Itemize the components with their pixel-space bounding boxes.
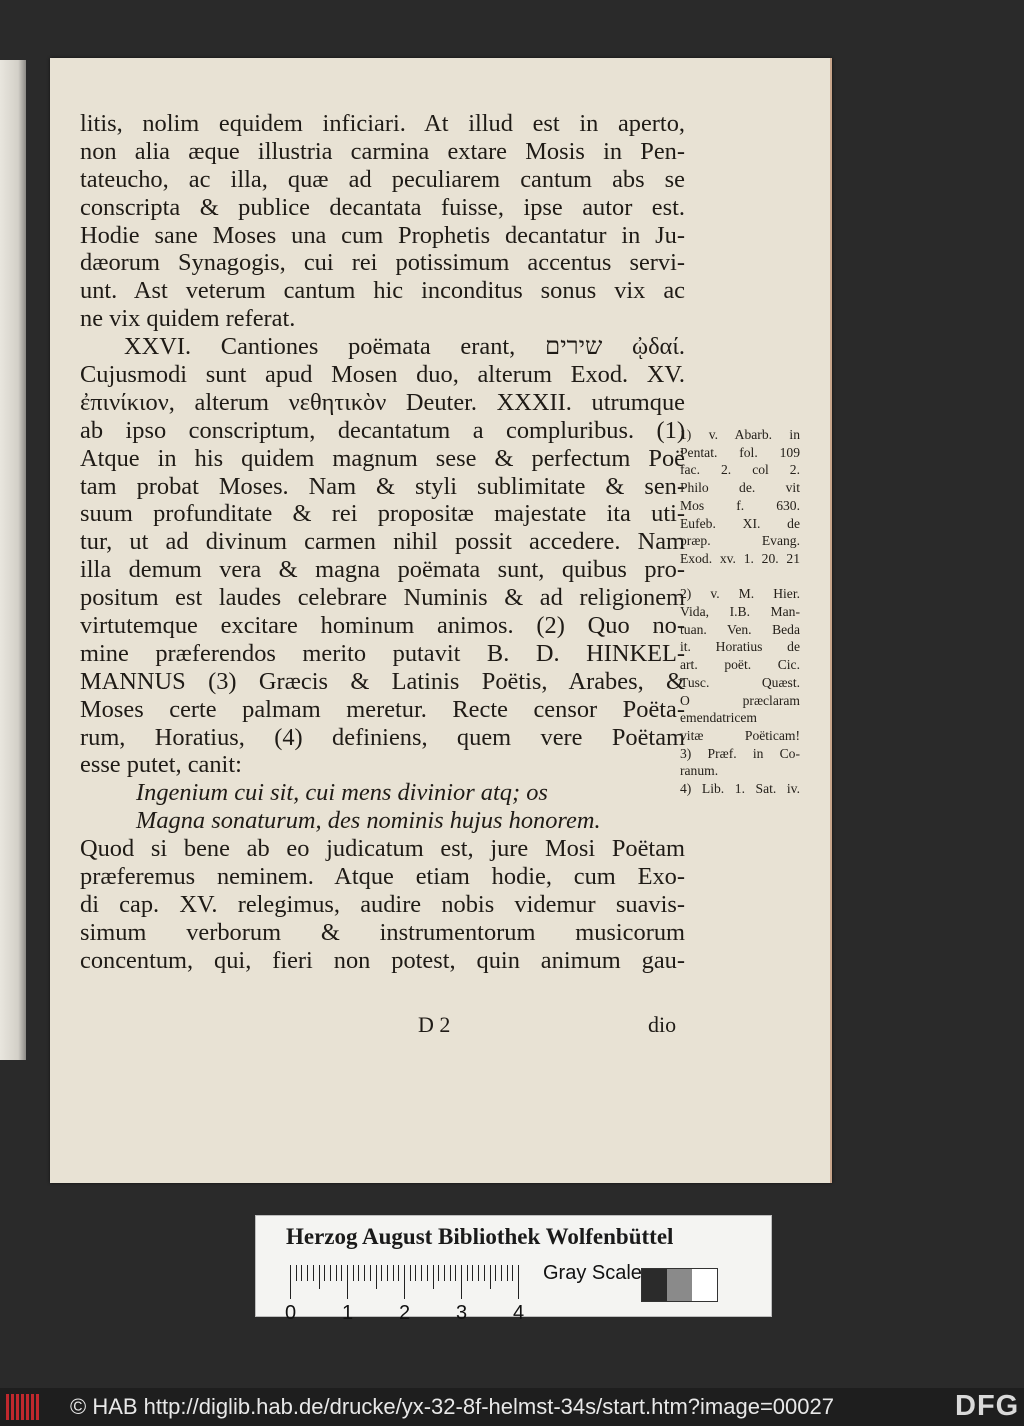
margin-notes (680, 426, 800, 798)
ruler-tick (301, 1265, 302, 1281)
text-line: positum est laudes celebrare Numinis & ad religionem (80, 584, 685, 612)
margin-note-line: ranum. (680, 763, 719, 779)
ruler-tick (381, 1265, 382, 1281)
main-text-block (80, 110, 685, 975)
gray-swatch-dark (642, 1269, 667, 1301)
previous-page-edge (0, 60, 26, 1060)
ruler-number: 4 (513, 1302, 525, 1324)
text-line: unt. Ast veterum cantum hic inconditus sonus vix ac (80, 277, 685, 305)
text-line: non alia æque illustria carmina extare Mosis in Pen- (80, 137, 685, 165)
ruler-tick (353, 1265, 354, 1281)
signature-mark: D 2 (418, 1012, 451, 1037)
ruler-tick (313, 1265, 314, 1281)
ruler-tick (404, 1265, 405, 1299)
text-line: ab ipso conscriptum, decantatum a compluribus. (1) (80, 416, 685, 444)
text-line: virtutemque excitare hominum animos. (2) Quo no- (80, 612, 685, 640)
margin-note-line: art. poët. Cic. (680, 657, 800, 673)
source-url[interactable]: © HAB http://diglib.hab.de/drucke/yx-32-8f-helmst-34s/start.htm?image=00027 (70, 1394, 834, 1419)
ruler-tick (478, 1265, 479, 1281)
ruler-tick (507, 1265, 508, 1281)
ruler-number: 2 (399, 1302, 411, 1324)
text-line: litis, nolim equidem inficiari. At illud est in aperto, (80, 110, 685, 137)
margin-note-line: Mos f. 630. (680, 497, 800, 513)
text-line: tateucho, ac illa, quæ ad peculiarem cantum abs se (80, 165, 685, 193)
section-heading-line: XXVI. Cantiones poëmata erant, שירים ᾠδαί. (124, 333, 685, 361)
margin-note-line: 2) v. M. Hier. (680, 586, 800, 602)
ruler-tick (450, 1265, 451, 1281)
text-line: mine præferendos merito putavit B. D. HINKEL- (80, 639, 685, 667)
barcode-icon (6, 1394, 40, 1420)
ruler-tick (495, 1265, 496, 1281)
ruler-tick (393, 1265, 394, 1281)
ruler-tick (324, 1265, 325, 1281)
ruler-tick (484, 1265, 485, 1281)
margin-note-line: O præclaram (680, 692, 800, 708)
margin-note-spacer (680, 568, 800, 586)
ruler-tick (330, 1265, 331, 1281)
ruler-tick (296, 1265, 297, 1281)
text-line: simum verborum & instrumentorum musicorum (80, 918, 685, 946)
dfg-logo: DFG (955, 1390, 1020, 1422)
ruler-tick (433, 1265, 434, 1289)
ruler-tick (438, 1265, 439, 1281)
text-line: Atque in his quidem magnum sese & perfectum Poë (80, 444, 685, 472)
ruler-tick (341, 1265, 342, 1281)
ruler-tick (290, 1265, 291, 1299)
ruler-tick (467, 1265, 468, 1281)
text-line: dæorum Synagogis, cui rei potissimum accentus servi- (80, 249, 685, 277)
margin-note-line: præp. Evang. (680, 533, 800, 549)
ruler-tick (376, 1265, 377, 1289)
ruler-tick (364, 1265, 365, 1281)
text-line: MANNUS (3) Græcis & Latinis Poëtis, Arabes, & (80, 667, 685, 695)
text-line: esse putet, canit: (80, 751, 242, 779)
ruler-tick (461, 1265, 462, 1299)
ruler-tick (319, 1265, 320, 1289)
margin-note-line: tuan. Ven. Beda (680, 621, 800, 637)
ruler-tick (370, 1265, 371, 1281)
text-line: præferemus neminem. Atque etiam hodie, cum Exo- (80, 863, 685, 891)
ruler-tick (512, 1265, 513, 1281)
gray-swatch-mid (667, 1269, 692, 1301)
ruler-tick (336, 1265, 337, 1281)
ruler-tick (358, 1265, 359, 1281)
ruler-tick (427, 1265, 428, 1281)
text-line: conscripta & publice decantata fuisse, ipse autor est. (80, 193, 685, 221)
ruler-tick (490, 1265, 491, 1289)
ruler-tick (398, 1265, 399, 1281)
margin-note-line: emendatricem (680, 710, 757, 726)
margin-note-line: Tusc. Quæst. (680, 674, 800, 690)
ruler-tick (347, 1265, 348, 1299)
text-line: Cujusmodi sunt apud Mosen duo, alterum Exod. XV. (80, 361, 685, 389)
text-line: Hodie sane Moses una cum Prophetis decantatur in Ju- (80, 221, 685, 249)
verse-line: Ingenium cui sit, cui mens divinior atq; os (136, 779, 548, 807)
ruler-tick (307, 1265, 308, 1281)
text-line: illa demum vera & magna poëmata sunt, quibus pro- (80, 556, 685, 584)
margin-note-line: vitæ Poëticam! (680, 727, 800, 743)
text-line: tam probat Moses. Nam & styli sublimitate & sen- (80, 472, 685, 500)
ruler-number: 0 (285, 1302, 297, 1324)
margin-note-line: Vida, I.B. Man- (680, 604, 800, 620)
margin-note-line: 3) Præf. in Co- (680, 745, 800, 761)
catchword: dio (648, 1012, 677, 1037)
ruler-tick (518, 1265, 519, 1299)
text-line: rum, Horatius, (4) definiens, quem vere Poëtam (80, 723, 685, 751)
text-line: tur, ut ad divinum carmen nihil possit accedere. Nam (80, 528, 685, 556)
margin-note-line: 4) Lib. 1. Sat. iv. (680, 781, 800, 797)
text-line: ἐπινίκιον, alterum νεθητικὸν Deuter. XXXII. utrumque (80, 388, 685, 416)
ruler-tick (387, 1265, 388, 1281)
ruler-tick (415, 1265, 416, 1281)
margin-note-line: fac. 2. col 2. (680, 462, 800, 478)
verse-line: Magna sonaturum, des nominis hujus honorem. (136, 807, 601, 835)
text-line: ne vix quidem referat. (80, 305, 296, 333)
text-line: concentum, qui, fieri non potest, quin animum gau- (80, 946, 685, 974)
ruler-number: 3 (456, 1302, 468, 1324)
margin-note-line: Philo de. vit (680, 480, 800, 496)
margin-note-line: Exod. xv. 1. 20. 21 (680, 550, 800, 566)
ruler-tick (410, 1265, 411, 1281)
ruler-tick (421, 1265, 422, 1281)
gray-swatch-light (692, 1269, 717, 1301)
text-line: Moses certe palmam meretur. Recte censor Poëta- (80, 695, 685, 723)
margin-note-line: Pentat. fol. 109 (680, 444, 800, 460)
text-line: Quod si bene ab eo judicatum est, jure Mosi Poëtam (80, 835, 685, 863)
gray-scale-label: Gray Scale (543, 1262, 642, 1284)
scale-ruler (290, 1265, 520, 1305)
margin-note-line: 1) v. Abarb. in (680, 427, 800, 442)
ruler-tick (455, 1265, 456, 1281)
ruler-tick (444, 1265, 445, 1281)
margin-note-line: it. Horatius de (680, 639, 800, 655)
viewer-footer (0, 1388, 1024, 1426)
ruler-tick (472, 1265, 473, 1281)
library-name: Herzog August Bibliothek Wolfenbüttel (286, 1224, 674, 1249)
text-line: di cap. XV. relegimus, audire nobis videmur suavis- (80, 890, 685, 918)
gray-scale-swatch (641, 1268, 718, 1302)
text-line: suum profunditate & rei propositæ majestate ita uti- (80, 500, 685, 528)
ruler-tick (501, 1265, 502, 1281)
ruler-number: 1 (342, 1302, 354, 1324)
margin-note-line: Eufeb. XI. de (680, 515, 800, 531)
